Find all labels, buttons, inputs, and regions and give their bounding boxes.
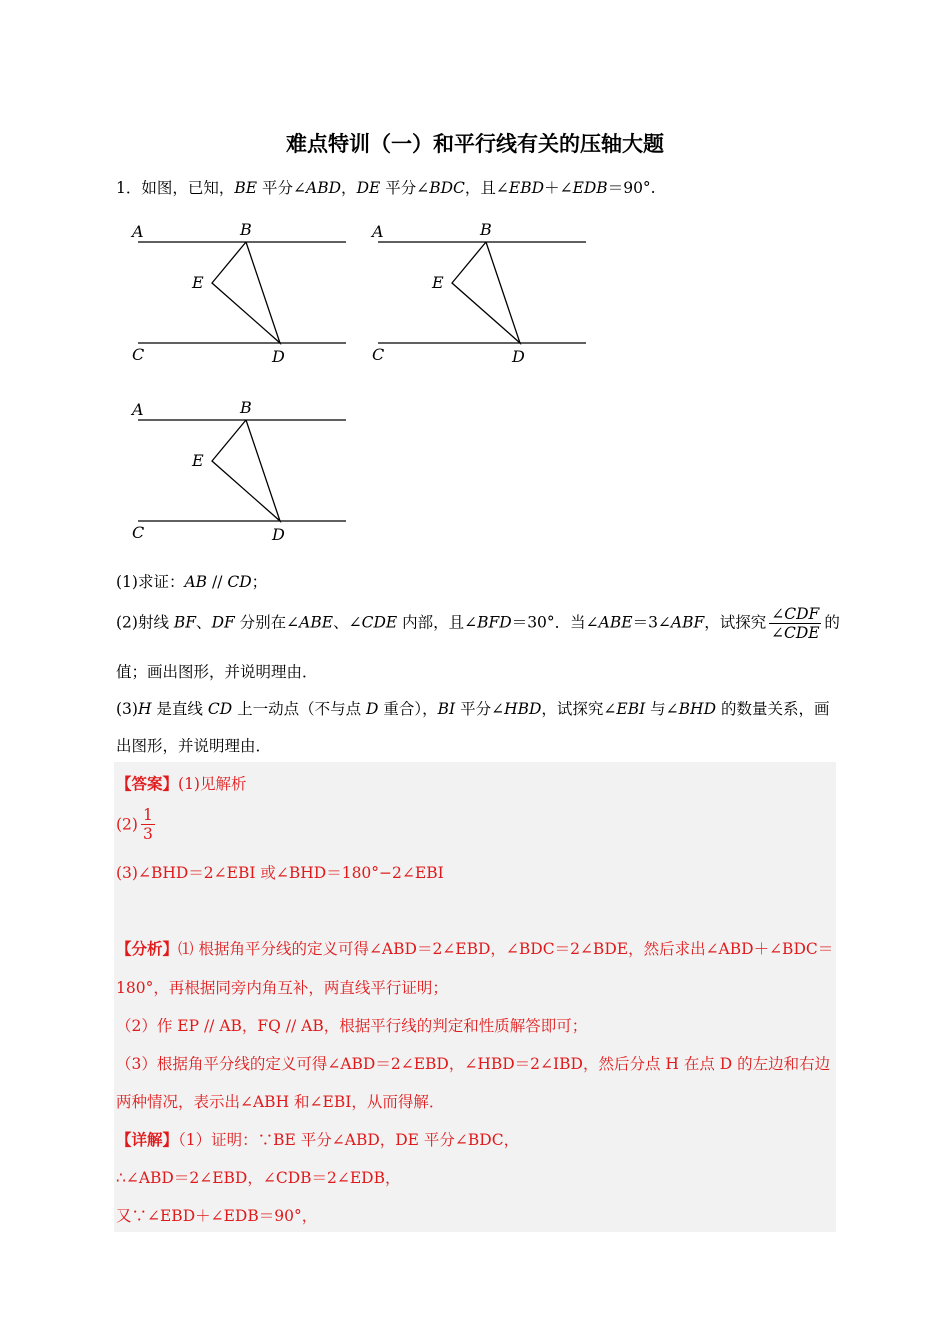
part-3-line2: 出图形，并说明理由． [116,737,272,755]
label-C: C [132,345,145,364]
label-C: C [132,523,145,542]
label-B: B [240,398,252,417]
figure-3 [128,396,352,546]
label-A: A [372,222,384,241]
answer-fraction: $\frac{1}{3}$ [142,806,153,843]
analysis-1: 【分析】⑴ 根据角平分线的定义可得∠ABD＝2∠EBD，∠BDC＝2∠BDE，然后求出∠ABD＋∠BDC＝ [116,939,834,958]
analysis-4: （3）根据角平分线的定义可得∠ABD＝2∠EBD，∠HBD＝2∠IBD，然后分点 H 在点 D 的左边和右边 [116,1055,831,1073]
part-2-line2: 值；画出图形，并说明理由． [116,663,318,681]
label-B: B [480,220,492,239]
detail-3: 又∵∠EBD＋∠EDB＝90°， [116,1207,318,1225]
fraction-cdf-cde: $\frac{\text{∠CDF}}{\text{∠CDE}}$ [771,605,820,642]
analysis-5: 两种情况，表示出∠ABH 和∠EBI，从而得解． [116,1093,445,1111]
label-C: C [372,345,385,364]
part-2: (2)射线 BF、DF 分别在∠ABE、∠CDE 内部，且∠BFD＝30°．当∠ABE＝3∠ABF，试探究 $\frac{\text{∠CDF}}{\text{∠CDE}}$ 的 [116,605,840,642]
label-A: A [132,222,144,241]
question-stem: 1．如图，已知，BE 平分∠ABD，DE 平分∠BDC，且∠EBD＋∠EDB＝90°. [116,179,656,197]
answer-2: (2) $\frac{1}{3}$ [116,806,153,843]
label-E: E [432,273,444,292]
detail-2: ∴∠ABD＝2∠EBD，∠CDB＝2∠EDB， [116,1169,401,1187]
answer-3: (3)∠BHD＝2∠EBI 或∠BHD＝180°−2∠EBI [116,864,444,882]
answer-1: 【答案】(1)见解析 [116,774,247,793]
label-E: E [192,273,204,292]
page-title: 难点特训（一）和平行线有关的压轴大题 [286,132,664,156]
label-A: A [132,400,144,419]
analysis-2: 180°，再根据同旁内角互补，两直线平行证明； [116,979,448,997]
label-D: D [272,525,285,544]
label-D: D [512,347,525,366]
label-B: B [240,220,252,239]
label-D: D [272,347,285,366]
detail-1: 【详解】（1）证明：∵BE 平分∠ABD，DE 平分∠BDC， [116,1130,520,1149]
figure-1 [128,218,352,368]
analysis-3: （2）作 EP // AB，FQ // AB，根据平行线的判定和性质解答即可； [116,1017,588,1035]
label-E: E [192,451,204,470]
part-1: (1)求证：AB // CD； [116,573,268,591]
figure-2 [368,218,592,368]
part-3: (3)H 是直线 CD 上一动点（不与点 D 重合），BI 平分∠HBD，试探究∠EBI 与∠BHD 的数量关系，画 [116,700,830,718]
